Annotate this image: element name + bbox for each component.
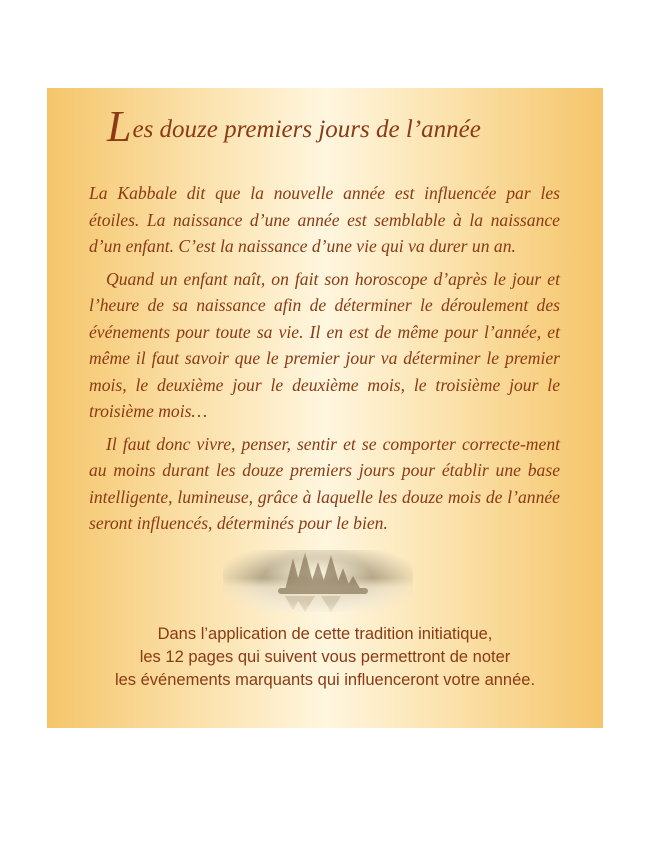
footer-line-3: les événements marquants qui influenceront votre année. — [114, 671, 536, 689]
footer-line-2: les 12 pages qui suivent vous permettront de noter — [139, 648, 511, 666]
footer-note — [47, 623, 603, 692]
paragraph-2: Quand un enfant naît, on fait son horoscope d’après le jour et l’heure de sa naissance afin de déterminer le déroulement des événements pour toute sa vie. Il en est de même pour l’année, et même il faut savoir que le premier jour va déterminer le premier mois, le deuxième jour le deuxième mois, le troisième jour le troisième mois… — [89, 268, 560, 421]
island-photo — [223, 550, 413, 612]
title-rest: es douze premiers jours de l’année — [132, 116, 481, 143]
page-title — [107, 102, 567, 151]
paragraph-1: La Kabbale dit que la nouvelle année est influencée par les étoiles. La naissance d’une année est semblable à la naissance d’un enfant. C’est la naissance d’une vie qui va durer un an. — [89, 183, 560, 256]
page-panel — [47, 88, 603, 728]
footer-line-1: Dans l’application de cette tradition initiatique, — [157, 625, 493, 643]
paragraph-3: Il faut donc vivre, penser, sentir et se comporter correcte-ment au moins durant les douze premiers jours pour établir une base intelligente, lumineuse, grâce à laquelle les douze mois de l’année seront influencés, déterminés pour le bien. — [89, 433, 560, 533]
body-text — [89, 180, 560, 537]
title-initial: L — [107, 102, 132, 151]
